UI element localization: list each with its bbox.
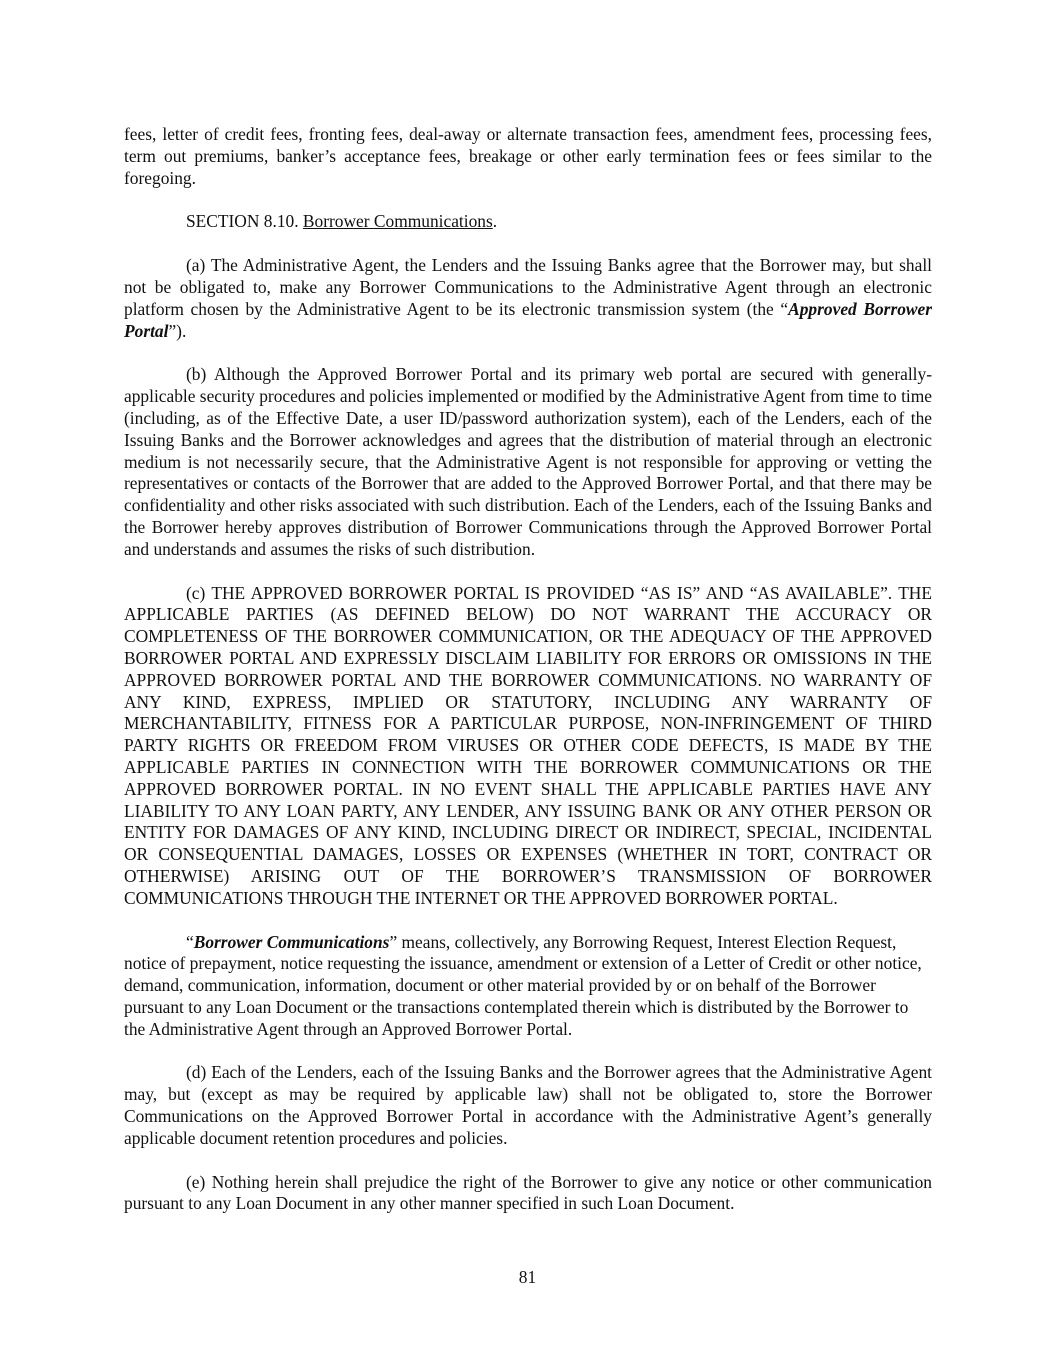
paragraph-b: (b) Although the Approved Borrower Portal and its primary web portal are secured with generally-applicable security procedures and policies implemented or modified by the Administrative Agent from time to time (including, as of the Effective Date, a user ID/password authorization system), each of the Lenders, each of the Issuing Banks and the Borrower acknowledges and agrees that the distribution of material through an electronic medium is not necessarily secure, that the Administrative Agent is not responsible for approving or vetting the representatives or contacts of the Borrower that are added to the Approved Borrower Portal, and that there may be confidentiality and other risks associated with such distribution. Each of the Lenders, each of the Issuing Banks and the Borrower hereby approves distribution of Borrower Communications through the Approved Borrower Portal and understands and assumes the risks of such distribution. — [124, 364, 932, 559]
defined-term-borrower-communications: Borrower Communications — [193, 931, 390, 952]
definition-open-quote: “ — [186, 931, 194, 952]
intro-paragraph: fees, letter of credit fees, fronting fees, deal-away or alternate transaction fees, amendment fees, processing fees, term out premiums, banker’s acceptance fees, breakage or other early termination fees or fees similar to the foregoing. — [124, 124, 932, 188]
paragraph-e: (e) Nothing herein shall prejudice the right of the Borrower to give any notice or other communication pursuant to any Loan Document in any other manner specified in such Loan Document. — [124, 1171, 932, 1214]
definition-text: ” means, collectively, any Borrowing Request, Interest Election Request, notice of prepayment, notice requesting the issuance, amendment or extension of a Letter of Credit or other notice, demand, communication, information, document or other material provided by or on behalf of the Borrower pursuant to any Loan Document or the transactions contemplated therein which is distributed by the Borrower to the Administrative Agent through an Approved Borrower Portal. — [124, 931, 922, 1039]
paragraph-c-disclaimer: (c) THE APPROVED BORROWER PORTAL IS PROVIDED “AS IS” AND “AS AVAILABLE”. THE APPLICABLE PARTIES (AS DEFINED BELOW) DO NOT WARRANT THE ACCURACY OR COMPLETENESS OF THE BORROWER COMMUNICATION, OR THE ADEQUACY OF THE APPROVED BORROWER PORTAL AND EXPRESSLY DISCLAIM LIABILITY FOR ERRORS OR OMISSIONS IN THE APPROVED BORROWER PORTAL AND THE BORROWER COMMUNICATIONS. NO WARRANTY OF ANY KIND, EXPRESS, IMPLIED OR STATUTORY, INCLUDING ANY WARRANTY OF MERCHANTABILITY, FITNESS FOR A PARTICULAR PURPOSE, NON-INFRINGEMENT OF THIRD PARTY RIGHTS OR FREEDOM FROM VIRUSES OR OTHER CODE DEFECTS, IS MADE BY THE APPLICABLE PARTIES IN CONNECTION WITH THE BORROWER COMMUNICATIONS OR THE APPROVED BORROWER PORTAL. IN NO EVENT SHALL THE APPLICABLE PARTIES HAVE ANY LIABILITY TO ANY LOAN PARTY, ANY LENDER, ANY ISSUING BANK OR ANY OTHER PERSON OR ENTITY FOR DAMAGES OF ANY KIND, INCLUDING DIRECT OR INDIRECT, SPECIAL, INCIDENTAL OR CONSEQUENTIAL DAMAGES, LOSSES OR EXPENSES (WHETHER IN TORT, CONTRACT OR OTHERWISE) ARISING OUT OF THE BORROWER’S TRANSMISSION OF BORROWER COMMUNICATIONS THROUGH THE INTERNET OR THE APPROVED BORROWER PORTAL. — [124, 582, 932, 908]
paragraph-a-text-end: ”). — [168, 320, 187, 341]
section-title-suffix: . — [492, 211, 498, 232]
section-number: SECTION 8.10. — [186, 211, 299, 232]
page-number: 81 — [518, 1267, 537, 1287]
section-title: Borrower Communications — [302, 211, 493, 232]
defined-term-approved-borrower-portal: Approved Borrower Portal — [124, 298, 932, 341]
document-page — [124, 124, 932, 1215]
paragraph-d: (d) Each of the Lenders, each of the Issuing Banks and the Borrower agrees that the Administrative Agent may, but (except as may be required by applicable law) shall not be obligated to, store the Borrower Communications on the Approved Borrower Portal in accordance with the Administrative Agent’s generally applicable document retention procedures and policies. — [124, 1062, 932, 1148]
section-heading — [124, 211, 932, 233]
paragraph-a-text: (a) The Administrative Agent, the Lenders and the Issuing Banks agree that the Borrower may, but shall not be obligated to, make any Borrower Communications to the Administrative Agent through an electronic platform chosen by the Administrative Agent to be its electronic transmission system (the “ — [124, 255, 932, 319]
definition-borrower-communications — [124, 932, 932, 1041]
paragraph-a — [124, 255, 932, 342]
